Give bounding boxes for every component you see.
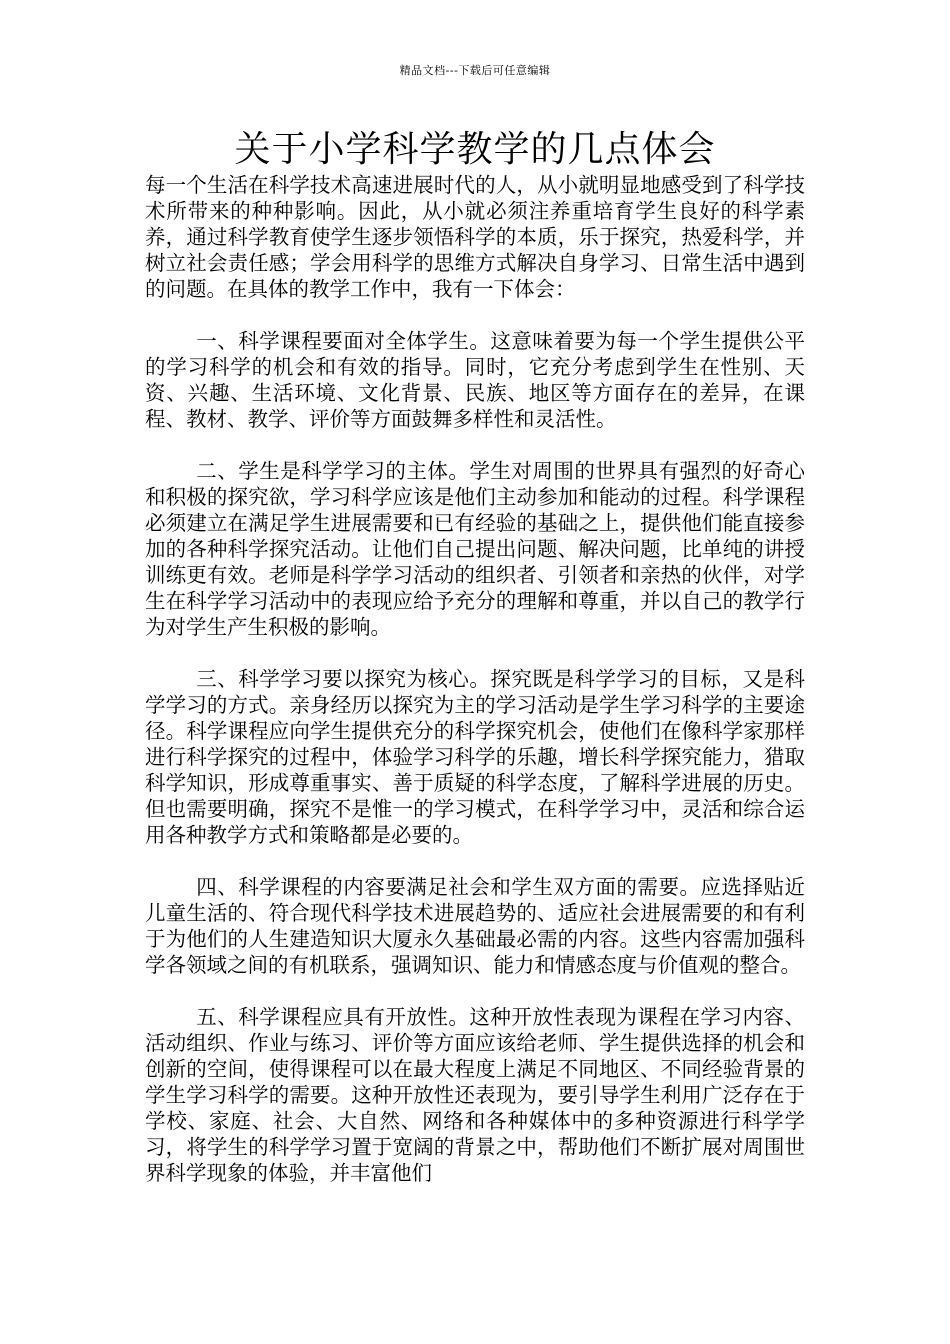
- paragraph-point-5: 五、科学课程应具有开放性。这种开放性表现为课程在学习内容、活动组织、作业与练习、评价等方面应该给老师、学生提供选择的机会和创新的空间，使得课程可以在最大程度上满足不同地区、不同经验背景的学生学习科学的需要。这种开放性还表现为，要引导学生利用广泛存在于学校、家庭、社会、大自然、网络和各种媒体中的多种资源进行科学学习，将学生的科学学习置于宽阔的背景之中，帮助他们不断扩展对周围世界科学现象的体验，并丰富他们: [145, 1005, 805, 1185]
- paragraph-point-2: 二、学生是科学学习的主体。学生对周围的世界具有强烈的好奇心和积极的探究欲，学习科学应该是他们主动参加和能动的过程。科学课程必须建立在满足学生进展需要和已有经验的基础之上，提供他们能直接参加的各种科学探究活动。让他们自己提出问题、解决问题，比单纯的讲授训练更有效。老师是科学学习活动的组织者、引领者和亲热的伙伴，对学生在科学学习活动中的表现应给予充分的理解和尊重，并以自己的教学行为对学生产生积极的影响。: [145, 459, 805, 639]
- header-note: 精品文档---下载后可任意编辑: [399, 64, 551, 77]
- document-title: 关于小学科学教学的几点体会: [234, 129, 716, 170]
- document-body: [145, 172, 805, 1212]
- paragraph-point-3: 三、科学学习要以探究为核心。探究既是科学学习的目标，又是科学学习的方式。亲身经历以探究为主的学习活动是学生学习科学的主要途径。科学课程应向学生提供充分的科学探究机会，使他们在像科学家那样进行科学探究的过程中，体验学习科学的乐趣，增长科学探究能力，猎取科学知识，形成尊重事实、善于质疑的科学态度，了解科学进展的历史。但也需要明确，探究不是惟一的学习模式，在科学学习中，灵活和综合运用各种教学方式和策略都是必要的。: [145, 667, 805, 847]
- paragraph-point-1: 一、科学课程要面对全体学生。这意味着要为每一个学生提供公平的学习科学的机会和有效的指导。同时，它充分考虑到学生在性别、天资、兴趣、生活环境、文化背景、民族、地区等方面存在的差异，在课程、教材、教学、评价等方面鼓舞多样性和灵活性。: [145, 329, 805, 431]
- paragraph-point-4: 四、科学课程的内容要满足社会和学生双方面的需要。应选择贴近儿童生活的、符合现代科学技术进展趋势的、适应社会进展需要的和有利于为他们的人生建造知识大厦永久基础最必需的内容。这些内容需加强科学各领域之间的有机联系，强调知识、能力和情感态度与价值观的整合。: [145, 875, 805, 977]
- intro-paragraph: 每一个生活在科学技术高速进展时代的人，从小就明显地感受到了科学技术所带来的种种影响。因此，从小就必须注养重培育学生良好的科学素养，通过科学教育使学生逐步领悟科学的本质，乐于探究，热爱科学，并树立社会责任感；学会用科学的思维方式解决自身学习、日常生活中遇到的问题。在具体的教学工作中，我有一下体会：: [145, 173, 805, 301]
